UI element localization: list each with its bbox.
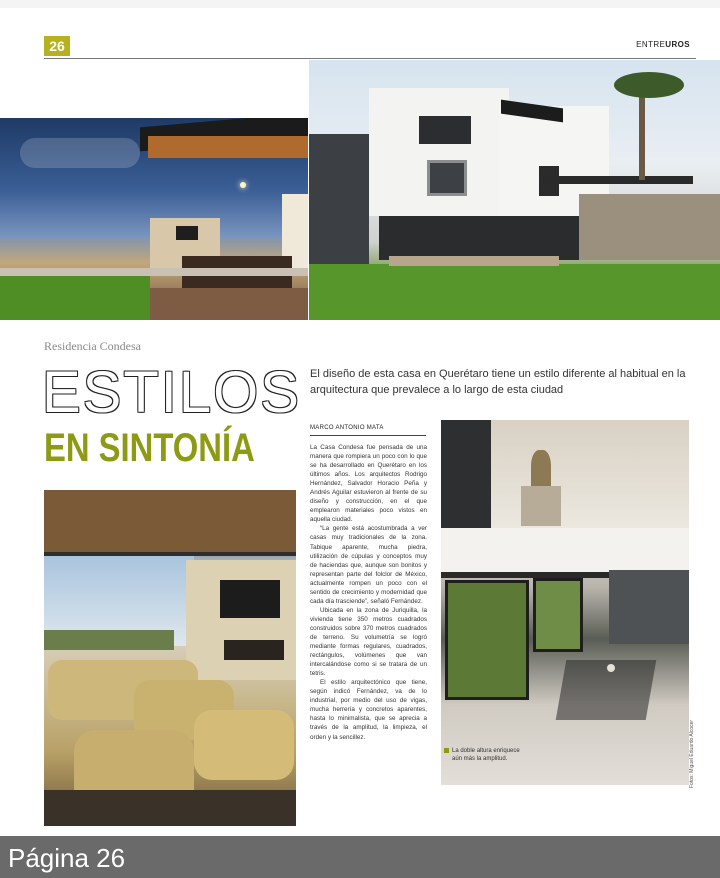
article-deck: El diseño de esta casa en Querétaro tiene un estilo diferente al habitual en la arquitectura que prevalece a lo largo de esta ciudad: [310, 368, 686, 396]
lounge-photo: [44, 490, 296, 826]
article-body: [310, 443, 427, 742]
article-kicker: Residencia Condesa: [44, 339, 141, 353]
photo-caption: La doble altura enriquece aún más la amplitud.: [452, 747, 524, 763]
house-exterior-photo: [309, 60, 720, 320]
header-rule: [44, 58, 696, 59]
page-indicator: Página 26: [8, 843, 126, 873]
headline-line-2: EN SINTONÍA: [44, 426, 255, 470]
page-number: 26: [44, 36, 70, 56]
body-paragraph: El estilo arquitectónico que tiene, según indicó Fernández, va de lo industrial, por medio del uso de vigas, mucha herrería y concretos aparentes, hasta lo minimalista, que se aprecia a través de la amplitud, la limpieza, el orden y la sencillez.: [310, 679, 427, 741]
body-paragraph: “La gente está acostumbrada a ver casas muy tradicionales de la zona. Tabique aparente, mucha piedra, utilización de cúpulas y conceptos muy de haciendas que, aunque son bonitos y representan parte del folclor de México, actualmente rompen un poco con el sentido de crecimiento y modernidad que cada día trasciende”, señaló Fernández.: [310, 525, 427, 605]
headline-line-1: ESTILOS: [42, 360, 301, 425]
byline-rule: [310, 435, 426, 436]
interior-photo: [441, 420, 689, 785]
terrace-photo: [0, 118, 308, 320]
author-byline: MARCO ANTONIO MATA: [310, 425, 384, 431]
body-paragraph: Ubicada en la zona de Juriquilla, la vivienda tiene 350 metros cuadrados construidos sobre 370 metros cuadrados de terreno. Su volumetría se logró mediante formas regulares, cuadrados, rectángulos, volúmenes que van intercalándose como si se tratara de un tetris.: [310, 606, 427, 678]
photo-credit: Fotos: Miguel Eduardo Alcocer: [689, 719, 695, 788]
section-name-prefix: ENTRE: [636, 40, 666, 49]
body-paragraph: La Casa Condesa fue pensada de una manera que rompiera un poco con lo que se ha desarrollado en Querétaro en los últimos años. Los arquitectos Rodrigo Hernández, Salvador Horacio Peña y Andrés Aguilar estuvieron al frente de su diseño y construcción, en el que emplearon materiales poco vistos en aquella ciudad.: [310, 444, 427, 524]
section-name-suffix: UROS: [665, 40, 690, 49]
viewer-footer-bar: [0, 836, 720, 878]
top-band: [0, 0, 720, 8]
section-name: [636, 40, 690, 49]
